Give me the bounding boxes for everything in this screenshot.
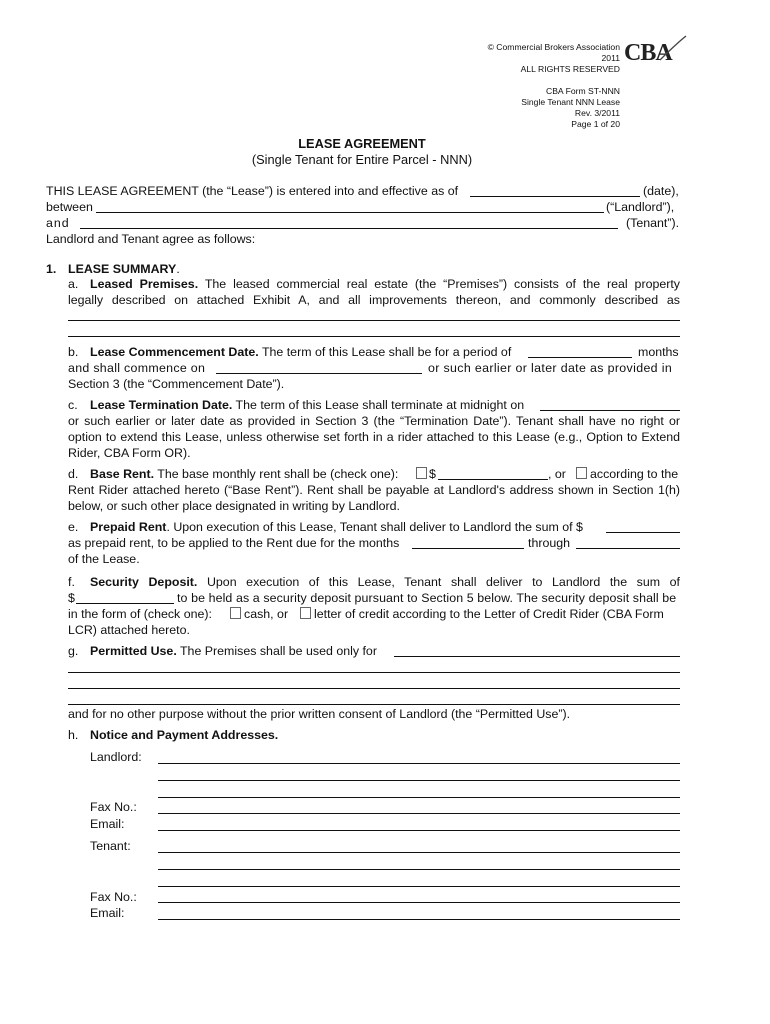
item-f-text2: to be held as a security deposit pursuant to Section 5 below. The security deposit shall be	[177, 591, 677, 605]
termination-date-field[interactable]	[540, 410, 680, 411]
document-title: LEASE AGREEMENT	[298, 136, 426, 151]
security-dollar: $	[68, 591, 75, 605]
copyright-year: 2011	[601, 53, 620, 63]
item-c-title: Lease Termination Date.	[90, 398, 233, 412]
through-label: through	[528, 536, 571, 550]
landlord-address-field-1[interactable]	[158, 763, 680, 764]
item-a-letter: a.	[68, 277, 79, 291]
agree-text: Landlord and Tenant agree as follows:	[46, 232, 256, 246]
landlord-name-field[interactable]	[96, 212, 604, 213]
permitted-use-field-2[interactable]	[68, 672, 680, 673]
item-a-title: Leased Premises.	[90, 277, 199, 291]
item-g-text2: and for no other purpose without the prior written consent of Landlord (the “Permitted Use”).	[68, 707, 571, 721]
logo-text: CBA	[624, 40, 672, 66]
item-f-letter: f.	[68, 575, 75, 589]
and-label: and	[46, 216, 70, 230]
permitted-use-field-4[interactable]	[68, 704, 680, 705]
item-f-text3b: letter of credit according to the Letter of Credit Rider (CBA Form	[314, 607, 664, 621]
landlord-email-label: Email:	[90, 817, 125, 831]
tenant-address-field-3[interactable]	[158, 886, 680, 887]
document-subtitle: (Single Tenant for Entire Parcel - NNN)	[251, 152, 473, 167]
item-a-text1: The leased commercial real estate (the “Premises”) consists of the real property	[204, 277, 681, 291]
prepaid-months-to-field[interactable]	[576, 548, 680, 549]
item-e-line1	[90, 520, 583, 535]
tenant-address-field-2[interactable]	[158, 869, 680, 870]
section-heading: LEASE SUMMARY.	[68, 262, 180, 276]
item-a-line1	[90, 277, 680, 292]
tenant-name-field[interactable]	[80, 228, 618, 229]
item-f-text1: Upon execution of this Lease, Tenant shall deliver to Landlord the sum of	[206, 575, 680, 589]
item-d-text2: Rent Rider attached hereto (“Base Rent”). Rent shall be payable at Landlord's address shown in Section 1(h)	[68, 483, 680, 497]
item-d-line1	[90, 467, 398, 482]
item-g-title: Permitted Use.	[90, 644, 177, 658]
item-f-line1	[90, 575, 680, 590]
logo-swoosh-icon	[658, 34, 688, 64]
effective-date-field[interactable]	[470, 196, 640, 197]
item-c-text1: The term of this Lease shall terminate at midnight on	[235, 398, 525, 412]
item-c-line1	[90, 398, 524, 413]
base-rent-amount-field[interactable]	[438, 479, 548, 480]
tenant-fax-field[interactable]	[158, 902, 680, 903]
landlord-address-field-2[interactable]	[158, 780, 680, 781]
item-h-letter: h.	[68, 728, 79, 742]
tenant-label: (Tenant”).	[626, 216, 680, 230]
prepaid-rent-amount-field[interactable]	[606, 532, 680, 533]
item-c-text4: Rider, CBA Form OR).	[68, 446, 191, 460]
term-months-field[interactable]	[528, 357, 632, 358]
tenant-address-field-1[interactable]	[158, 852, 680, 853]
landlord-label: (“Landlord”),	[606, 200, 675, 214]
item-c-text3: option to extend this Lease, unless otherwise set forth in a rider attached to this Lease (e.g., Option to Extend	[68, 430, 680, 444]
item-d-text1b: according to the	[590, 467, 679, 481]
permitted-use-field-3[interactable]	[68, 688, 680, 689]
tenant-email-label: Email:	[90, 906, 125, 920]
item-b-line1	[90, 345, 511, 360]
item-e-text2: as prepaid rent, to be applied to the Rent due for the months	[68, 536, 400, 550]
revision: Rev. 3/2011	[574, 108, 620, 118]
rent-rider-checkbox[interactable]	[576, 467, 587, 479]
copyright-text: © Commercial Brokers Association	[487, 42, 620, 52]
tenant-email-field[interactable]	[158, 919, 680, 920]
item-b-title: Lease Commencement Date.	[90, 345, 259, 359]
base-rent-amount-checkbox[interactable]	[416, 467, 427, 479]
form-number: CBA Form ST-NNN	[545, 86, 620, 96]
item-c-text2: or such earlier or later date as provided in Section 3 (the “Termination Date”). Tenant shall have no right or	[68, 414, 680, 428]
item-a-line2: legally described on attached Exhibit A, and all improvements thereon, and commonly described as	[68, 293, 680, 307]
form-header	[488, 42, 620, 130]
landlord-fax-field[interactable]	[158, 813, 680, 814]
item-e-letter: e.	[68, 520, 79, 534]
section-number: 1.	[46, 262, 57, 276]
between-label: between	[46, 200, 93, 214]
landlord-address-field-3[interactable]	[158, 797, 680, 798]
prepaid-months-from-field[interactable]	[412, 548, 524, 549]
item-e-text3: of the Lease.	[68, 552, 140, 566]
item-d-letter: d.	[68, 467, 79, 481]
item-e-title: Prepaid Rent	[90, 520, 167, 534]
landlord-email-field[interactable]	[158, 830, 680, 831]
landlord-address-label: Landlord:	[90, 750, 142, 764]
item-b-text2: and shall commence on	[68, 361, 206, 375]
security-deposit-amount-field[interactable]	[76, 603, 174, 604]
months-label: months	[638, 345, 679, 359]
cba-logo	[624, 40, 688, 74]
page-number: Page 1 of 20	[571, 119, 620, 129]
item-d-text1: The base monthly rent shall be (check one):	[157, 467, 399, 481]
cash-checkbox[interactable]	[230, 607, 241, 619]
premises-description-field-1[interactable]	[68, 320, 680, 321]
item-b-text1: The term of this Lease shall be for a period of	[261, 345, 512, 359]
item-d-text3: below, or such other place designated in writing by Landlord.	[68, 499, 400, 513]
permitted-use-field-1[interactable]	[394, 656, 680, 657]
date-label: (date),	[643, 184, 679, 198]
item-f-title: Security Deposit.	[90, 575, 198, 589]
rights-text: ALL RIGHTS RESERVED	[520, 64, 620, 74]
premises-description-field-2[interactable]	[68, 336, 680, 337]
commencement-date-field[interactable]	[216, 373, 422, 374]
item-e-text1: . Upon execution of this Lease, Tenant shall deliver to Landlord the sum of $	[166, 520, 583, 534]
item-b-text4: Section 3 (the “Commencement Date”).	[68, 377, 285, 391]
tenant-fax-label: Fax No.:	[90, 890, 137, 904]
form-name: Single Tenant NNN Lease	[521, 97, 620, 107]
item-f-text3a: in the form of (check one):	[68, 607, 212, 621]
base-rent-or: , or	[548, 467, 566, 481]
item-g-line1	[90, 644, 377, 659]
item-d-title: Base Rent.	[90, 467, 155, 481]
landlord-fax-label: Fax No.:	[90, 800, 137, 814]
item-c-letter: c.	[68, 398, 78, 412]
item-b-letter: b.	[68, 345, 79, 359]
section-heading-text: LEASE SUMMARY	[68, 262, 177, 276]
tenant-address-label: Tenant:	[90, 839, 131, 853]
intro-line: THIS LEASE AGREEMENT (the “Lease”) is entered into and effective as of	[46, 184, 459, 198]
item-g-letter: g.	[68, 644, 79, 658]
base-rent-dollar: $	[429, 467, 436, 481]
item-f-text4: LCR) attached hereto.	[68, 623, 190, 637]
item-b-text3: or such earlier or later date as provided in	[428, 361, 673, 375]
cash-label: cash, or	[244, 607, 289, 621]
letter-of-credit-checkbox[interactable]	[300, 607, 311, 619]
item-g-text1: The Premises shall be used only for	[179, 644, 377, 658]
item-h-title: Notice and Payment Addresses.	[90, 728, 279, 742]
